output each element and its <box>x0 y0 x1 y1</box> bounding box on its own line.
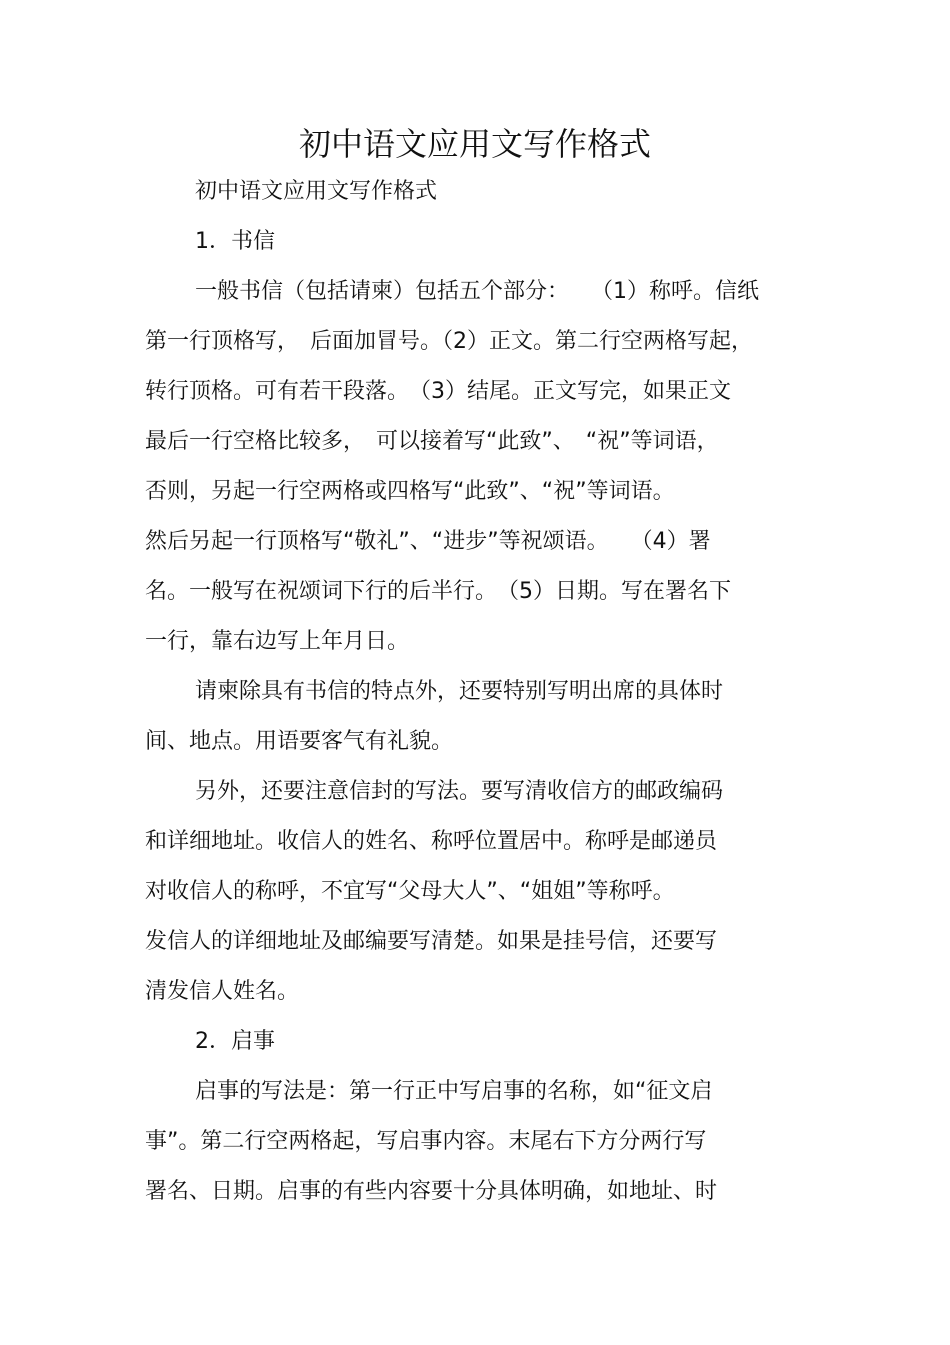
text-line: 事”。第二行空两格起，写启事内容。末尾右下方分两行写 <box>145 1129 707 1154</box>
text-line: 转行顶格。可有若干段落。 （3）结尾。正文写完，如果正文 <box>145 379 731 404</box>
text-line: 然后另起一行顶格写“敬礼”、“进步”等祝颂语。 （4）署 <box>145 529 711 554</box>
text-line: 否则，另起一行空两格或四格写“此致”、“祝”等词语。 <box>145 479 675 504</box>
section-heading: 2．启事 <box>195 1029 275 1054</box>
text-line: 发信人的详细地址及邮编要写清楚。如果是挂号信，还要写 <box>145 929 718 954</box>
text-line: 对收信人的称呼，不宜写“父母大人”、“姐姐”等称呼。 <box>145 879 675 904</box>
document-title: 初中语文应用文写作格式 <box>298 125 651 163</box>
text-line: 另外，还要注意信封的写法。要写清收信方的邮政编码 <box>195 779 724 804</box>
text-line: 一般书信（包括请柬）包括五个部分： （1）称呼。信纸 <box>195 279 759 304</box>
text-line: 初中语文应用文写作格式 <box>195 179 438 204</box>
text-line: 和详细地址。收信人的姓名、称呼位置居中。称呼是邮递员 <box>145 829 718 854</box>
text-line: 间、地点。用语要客气有礼貌。 <box>145 729 454 754</box>
text-line: 启事的写法是：第一行正中写启事的名称，如“征文启 <box>195 1079 713 1104</box>
text-line: 最后一行空格比较多， 可以接着写“此致”、 “祝”等词语， <box>145 429 719 454</box>
text-line: 请柬除具有书信的特点外，还要特别写明出席的具体时 <box>195 679 724 704</box>
text-line: 名。一般写在祝颂词下行的后半行。 （5）日期。写在署名下 <box>145 579 731 604</box>
text-line: 署名、日期。启事的有些内容要十分具体明确，如地址、时 <box>145 1179 718 1204</box>
text-line: 第一行顶格写， 后面加冒号。（2）正文。第二行空两格写起， <box>145 329 753 354</box>
section-heading: 1．书信 <box>195 229 275 254</box>
text-line: 一行，靠右边写上年月日。 <box>145 629 410 654</box>
text-line: 清发信人姓名。 <box>145 979 300 1004</box>
